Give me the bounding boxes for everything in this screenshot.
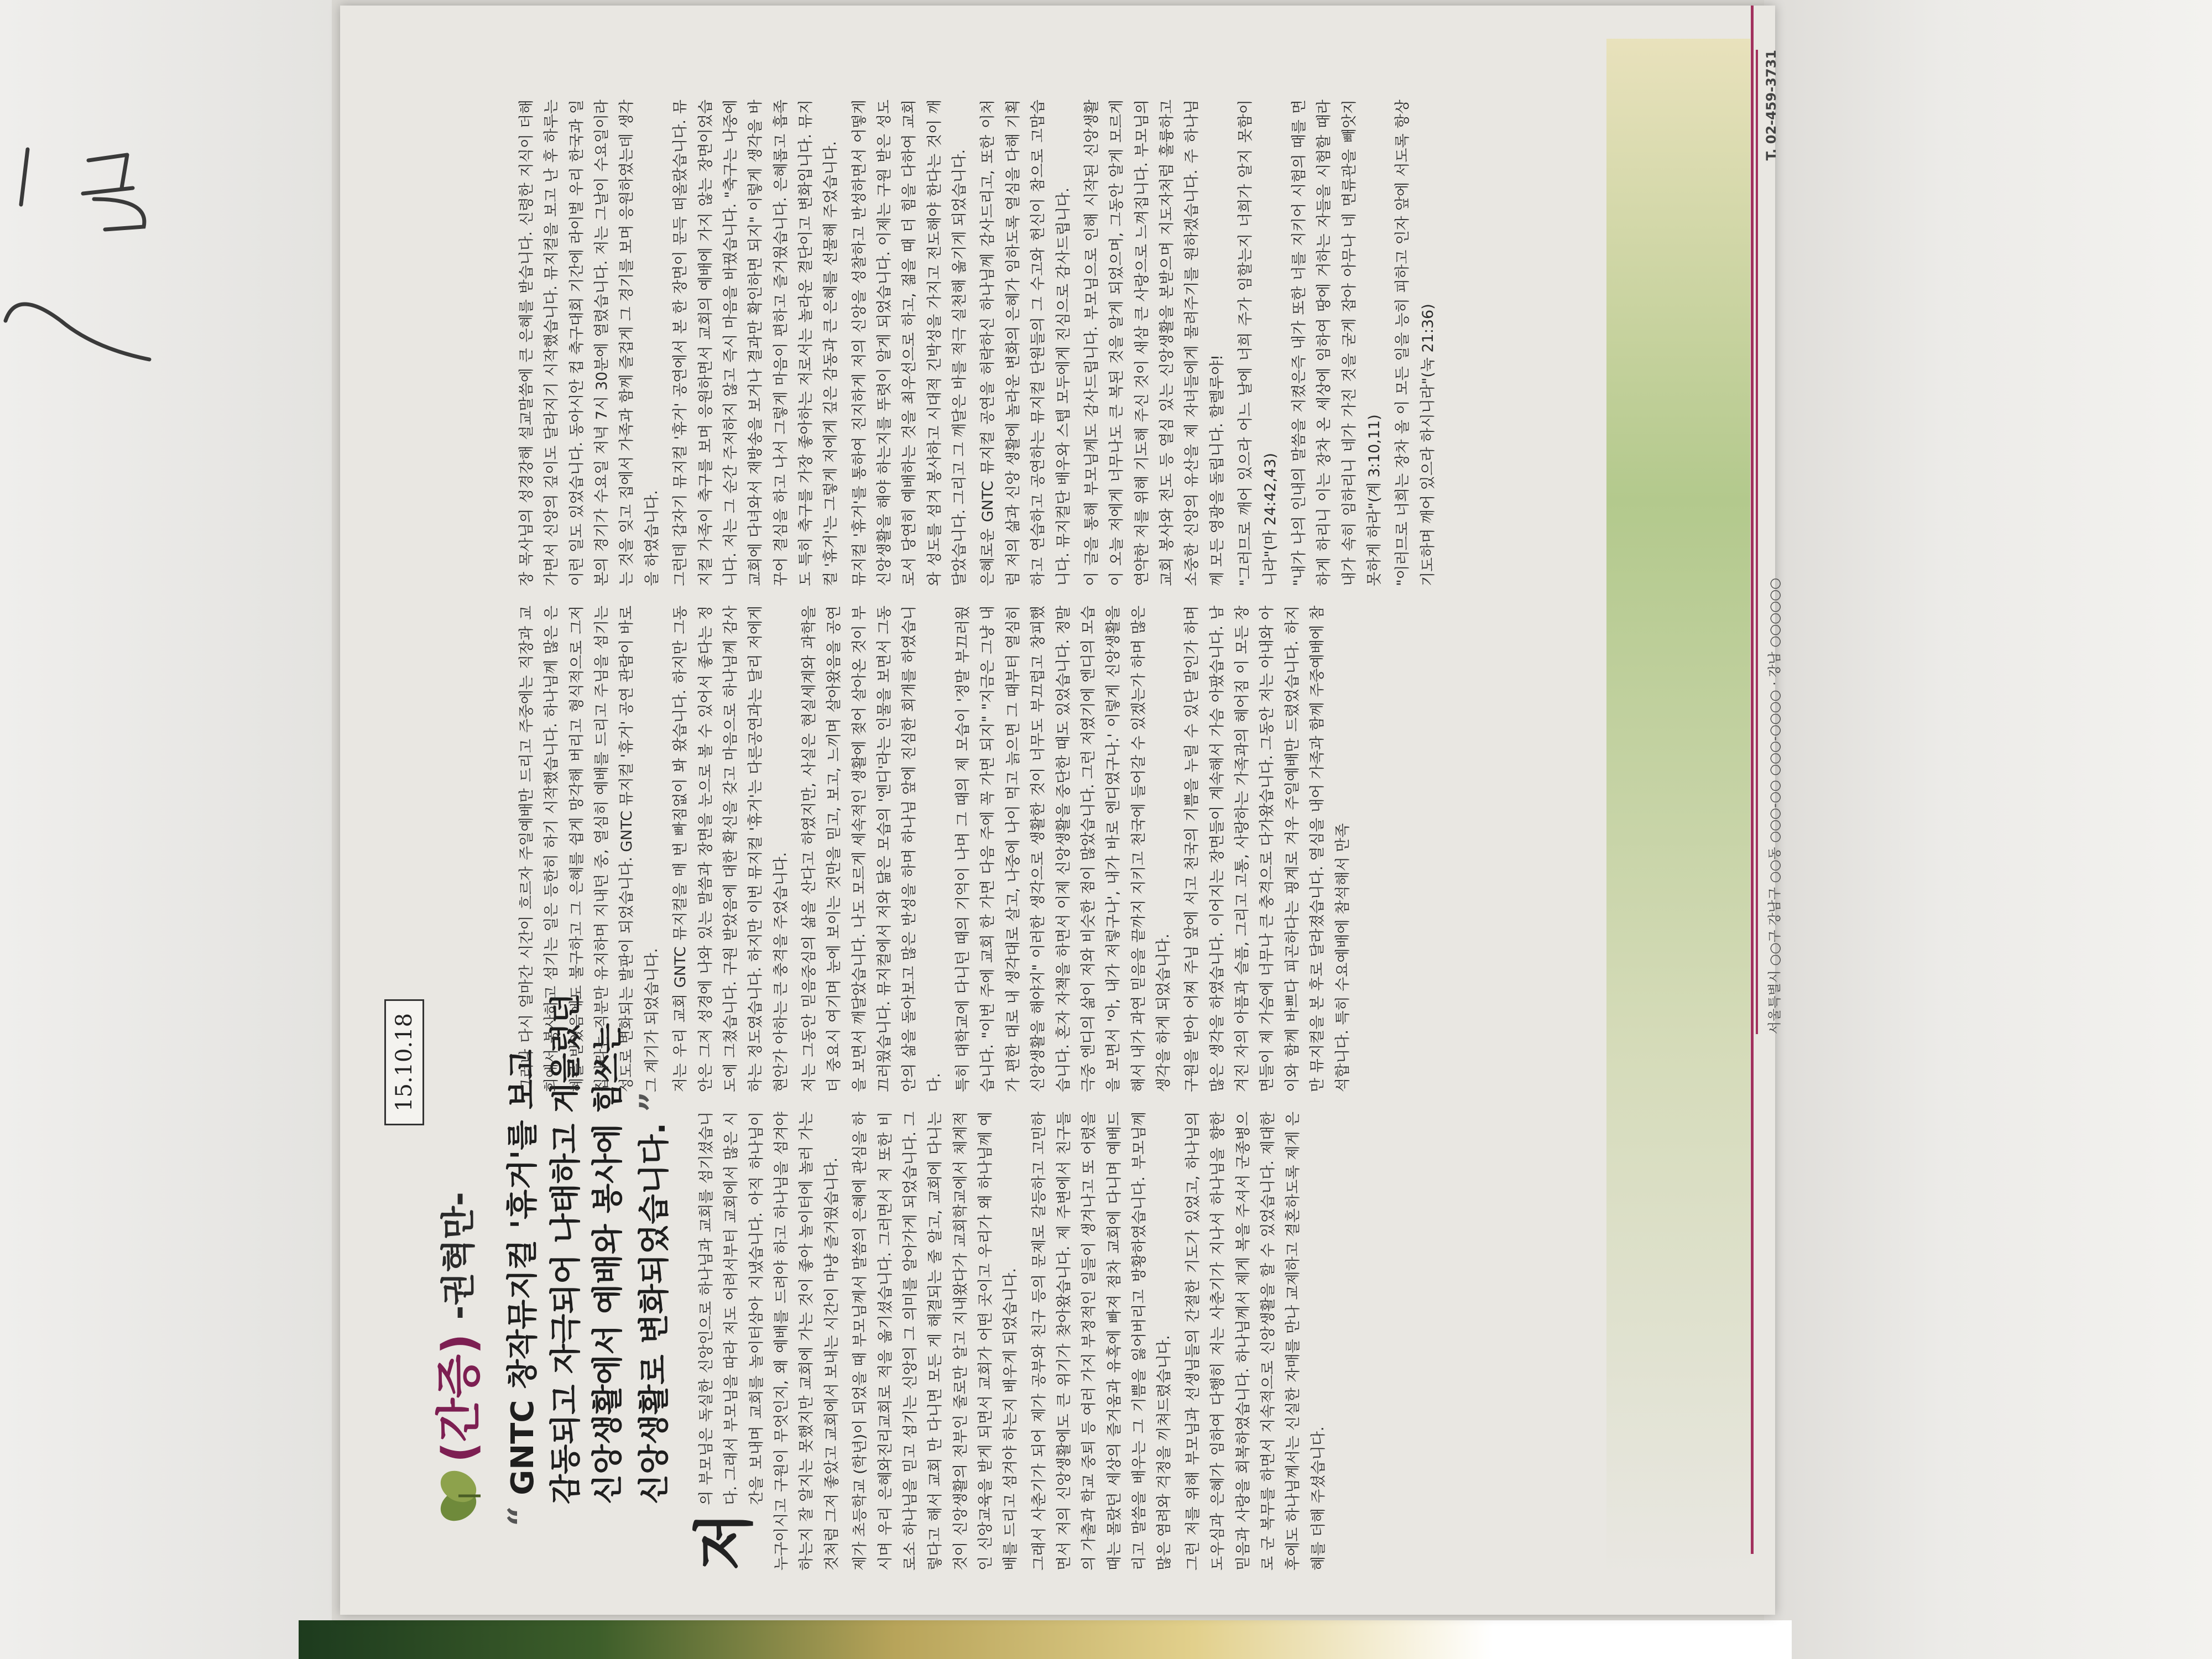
footer-address: 서울특별시 ○○구 강남구 ○○동 ○○○-○○ ○○○-○○○○ · 강남 ○○○○○○ <box>1767 578 1782 1034</box>
category-line <box>423 586 488 1526</box>
column-3 <box>514 100 1444 586</box>
article-body <box>362 39 1782 1576</box>
paragraph: 제가 초등학교 (학년)이 되었을 때 부모님께서 말씀의 은혜에 관심을 하시며 우리 은혜와진리교회로 적을 옮기셨습니다. 그러면서 저 또한 비로소 하나님을 믿고 섬기는 신앙의 그 의미를 알아가게 되었습니다. 그렇다고 해서 교회 만 다니면 모든 게 해결되는 줄 알고, 교회에 다니는 것이 신앙생활의 전부인 줄로만 알고 지내왔다가 교회학교에서 체계적인 신앙교육을 받게 되면서 교회가 어떤 곳이고 우리가 왜 하나님께 예배를 드리고 섬겨야 하는지 배우게 되었습니다. <box>852 1112 1020 1571</box>
paragraph: 그런데 갑자기 뮤지컬 '휴거' 공연에서 본 한 장면이 문득 떠올랐습니다. 뮤지컬 가족이 축구를 보며 응원하면서 교회의 예배에 가지 않는 장면이었습니다. 저는 그 순간 주저하지 않고 즉시 마음을 바꿨습니다. "축구는 나중에 교회에 다녀와서 재방송을 보거나 결과만 확인하면 되지" 이렇게 생각을 바꾸어 결심을 하고 나서 그렇게 마음이 편하고 즐거웠습니다. 은혜롭고 흡족 도 특히 축구를 가장 좋아하는 저로서는 놀라운 결단이고 변화입니다. 뮤지컬 '휴거'는 그렇게 저에게 깊은 감동과 큰 은혜를 선물해 주었습니다. <box>672 100 840 586</box>
scripture-quote: "이러므로 너희는 장차 올 이 모든 일을 능히 피하고 인자 앞에 서도록 항상 기도하며 깨어 있으라 하시니라"(눅 21:36) <box>1394 100 1437 586</box>
date-label: 15.10.18 <box>384 999 424 1125</box>
column-2 <box>514 606 1359 1092</box>
handwritten-mark <box>11 144 39 210</box>
paragraph: 특히 대학교에 다니던 때의 기억이 나며 그 때의 제 모습이 '정말 부끄러웠습니다. "이번 주에 교회 한 가면 다음 주에 꼭 가면 되지" "지금은 그냥 내가 편한 대로 내 생각대로 살고, 나중에 나이 먹고 늙으면 그 때부터 열심히 신앙생활을 해야지" 이러한 생각으로 생활한 것이 너무도 부끄럽고 창피했습니다. 혼자 자책을 하면서 이제 신앙생활을 중단한 때도 있었습니다. 정말 극중 엔디의 삶이 저와 비슷한 점이 많았습니다. 그런 저였기에 엔디의 모습을 보면서 '아, 내가 저렇구나', 내가 바로 엔디였구나.' 이렇게 신앙생활을 해서 내가 과연 믿음을 끝까지 지키고 천국에 들어갈 수 있겠는가 하며 많은 생각을 하게 되었습니다. <box>954 606 1172 1092</box>
page-border <box>1742 6 1754 1554</box>
paragraph: 이 글을 통해 부모님께도 감사드립니다. 부모님으로 인해 시작된 신앙생활이 오늘 저에게 너무나도 큰 복된 것을 알게 되었으며, 그동안 알게 모르게 연약한 저를 위해 기도해 주신 것이 새삼 큰 사랑으로 느껴집니다. 부모님의 교회 봉사와 전도 등 열심 있는 신앙생활을 본받으며 지도자처럼 훌륭하고 소중한 신앙의 유산을 제 자녀들에게 물려주기를 원하겠습니다. 주 하나님께 모든 영광을 돌립니다. 할렐루야! <box>1083 100 1226 586</box>
open-quote-mark: “ <box>500 1506 542 1526</box>
column-1 <box>689 1112 1334 1571</box>
paragraph: 장 목사님의 성경강해 설교말씀에 큰 은혜를 받습니다. 신령한 지식이 더해가면서 신앙의 깊이도 달라지기 시작했습니다. 뮤지컬을 보고 난 후 하루는 이런 일도 있었습니다. 동아시안 컵 축구대회 기간에 라이벌 우리 한국과 일본의 경기가 수요일 저녁 7시 30분에 열렸습니다. 저는 그날이 수요일이라는 것을 잊고 집에서 가족과 함께 즐겁게 그 경기를 보며 응원하였는데 생각을 하였습니다. <box>518 100 661 586</box>
scripture-quote: "그러므로 깨어 있으라 어느 날에 너희 주가 임할는지 너희가 알지 못함이니라"(마 24:42,43) <box>1237 100 1280 586</box>
footer <box>1756 50 1783 1034</box>
paragraph: 저는 그동안 믿음중심의 삶을 산다고 하였지만, 사실은 현실세계와 과학을 더 중요시 여기며 눈에 보이는 것만을 믿고, 보고, 느끼며 살아왔음을 공연을 보면서 깨달았습니다. 나도 모르게 세속적인 생활에 젖어 살아온 것이 부끄러웠습니다. 뮤지컬에서 저와 닮은 모습의 '엔디'라는 인물을 보면서 그동안의 삶을 돌아보고 많은 반성을 하며 하나님 앞에 진심한 회개를 하였습니다. <box>800 606 943 1092</box>
footer-phone: T. 02-459-3731 <box>1764 50 1779 161</box>
author-name: -권혁만- <box>438 1192 478 1320</box>
paragraph: 저는 우리 교회 GNTC 뮤지컬을 매 번 빠짐없이 봐 왔습니다. 하지만 그동안은 그저 성경에 나와 있는 말씀과 장면을 눈으로 볼 수 있어서 좋다는 정도에 그쳤습니다. 구원 받았음에 대한 확신을 갖고 마음으로 하나님께 감사하는 정도였습니다. 하지만 이번 뮤지컬 '휴거'는 다른공연과는 달리 저에게 현안가 아하는 큰 충격을 주었습니다. <box>672 606 790 1092</box>
article-page <box>340 6 1782 1615</box>
background-photo-strip <box>299 1620 1792 1659</box>
paragraph: 저 의 부모님은 독실한 신앙인으로 하나님과 교회를 섬기셨습니다. 그래서 부모님을 따라 저도 어려서부터 교회에서 많은 시간을 보내며 교회를 놀이터삼아 지냈습니다. 아직 하나님이 누구이시고 구원이 무엇인지, 왜 예배를 드려야 하고 하나님을 섬겨야 하는지 잘 알지는 못했지만 교회에 가는 것이 좋아 놀이터에 놀러 가는 것처럼 그저 좋았고 교회에서 보내는 시간이 마냥 즐거웠습니다. <box>689 1112 841 1571</box>
category-label: (간증) <box>433 1333 486 1463</box>
paragraph: 그래서 사춘기가 되어 제가 공부와 친구 등의 문제로 갈등하고 고민하면서 저의 신앙생활에도 큰 위기가 찾아왔습니다. 제 주변에서 친구들의 가출과 학교 중퇴 등 여러 가지 부정적인 일들이 생겨나고 또 어렸을 때는 몰랐던 세상의 즐거움과 유혹에 빠져 점차 교회에 다니며 예배드리고 말씀을 배우는 그 기쁨을 잃어버리고 방황하였습니다. 부모님께 많은 염려와 걱정을 끼쳐드렸습니다. <box>1030 1112 1173 1571</box>
paragraph: 그러나 다시 얼마간 시간이 흐르자 주일예배만 드리고 주중에는 직장과 교회에서 봉사하고 섬기는 일은 등한히 하기 시작했습니다. 하나님께 많은 은혜를 받았음에도 불구하고 그 은혜를 쉽게 망각해 버리고 형식적으로 그저 집사라는 직분만 유지하며 지내던 중, 열심히 예배를 드리고 주님을 섬기는 성도로 변화되는 발판이 되었습니다. GNTC 뮤지컬 '휴거' 공연 관람이 바로 그 계기가 되었습니다. <box>518 606 661 1092</box>
scripture-quote: "내가 나의 인내의 말씀을 지켰은즉 내가 또한 너를 지키어 시험의 때를 면하게 하리니 이는 장차 온 세상에 임하여 땅에 거하는 자들을 시험할 때라 내가 속히 임하리니 네가 가진 것을 굳게 잡아 아무나 네 면류관을 빼앗지 못하게 하라"(계 3:10,11) <box>1290 100 1383 586</box>
headline-line: 신앙생활로 변화되었습니다. ” <box>632 1091 674 1504</box>
leaf-icon <box>425 1465 486 1526</box>
paragraph: 그런 저를 위해 부모님과 선생님들의 간절한 기도가 있었고, 하나님의 도우심과 은혜가 임하여 다행히 저는 사춘기가 지나서 하나님을 향한 믿음과 사랑을 회복하였습니다. 하나님께서 제게 복을 주셔서 군종병으로 군 복무를 하면서 지속적으로 신앙생활을 할 수 있었습니다. 제대한 후에도 하나님께서는 신실한 자매를 만나 교제하고 결혼하도록 제게 은혜를 더해 주셨습니다. <box>1184 1112 1327 1571</box>
paragraph: 은혜로운 GNTC 뮤지컬 공연을 허락하신 하나님께 감사드리고, 또한 이처럼 저의 삶과 신앙 생활에 놀라운 변화의 은혜가 임하도록 열심을 다해 기획하고 연습하고 공연하는 뮤지컬 단원들의 그 수고와 헌신이 참으로 고맙습니다. 뮤지컬단 배우와 스텝 모두에게 진심으로 감사드립니다. <box>979 100 1072 586</box>
close-quote-mark: ” <box>632 1091 674 1112</box>
handwritten-note <box>72 149 160 238</box>
headline-line: “ GNTC 창작뮤지컬 '휴거'를 보고 <box>500 1049 542 1526</box>
headline-line: 감동되고 자극되어 나태하고 게을렀던 <box>548 993 585 1504</box>
decorative-band <box>1606 39 1750 1576</box>
left-paper-sheet <box>0 0 332 1659</box>
paragraph: 뮤지컬 '휴거'를 통하여 진지하게 저의 신앙을 성찰하고 반성하면서 어떻게 신앙생활을 해야 하는지를 뚜렷이 알게 되었습니다. 이제는 구원 받은 성도로서 당연히 예배하는 것을 최우선으로 하고, 젊을 때 더 힘을 다하여 교회와 성도를 섬겨 봉사하고 시대적 긴박성을 가지고 전도해야 한다는 것이 깨달았습니다. 그리고 그 깨달은 바를 적극 실천해 옮기게 되었습니다. <box>851 100 969 586</box>
paragraph: 구원을 받아 어찌 주님 앞에 서고 천국의 기쁨을 누릴 수 있단 말인가 하며 많은 생각을 하였습니다. 이어지는 장면들이 계속해서 가슴 아팠습니다. 남겨진 자의 아픔과 슬픔, 그리고 고통, 사랑하는 가족과의 헤어짐 이 모든 장면들이 제 가슴에 너무나 큰 충격으로 다가왔습니다. 그동안 저는 아내와 아이와 함께 바쁘다 피곤하다는 핑계로 겨우 주일예배만 드렸었습니다. 하지만 뮤지컬을 본 후로 달라졌습니다. 열심을 내어 가족과 함께 주중예배에 참석합니다. 특히 수요예배에 참석해서 만족 <box>1183 606 1352 1092</box>
right-paper-sheet <box>1764 0 2212 1659</box>
drop-cap: 저 <box>689 1511 760 1571</box>
headline-line: 신앙생활에서 예배와 봉사에 힘쓰는 <box>589 1023 626 1504</box>
newspaper-clipping <box>340 6 1782 1615</box>
handwritten-curve <box>0 299 155 387</box>
